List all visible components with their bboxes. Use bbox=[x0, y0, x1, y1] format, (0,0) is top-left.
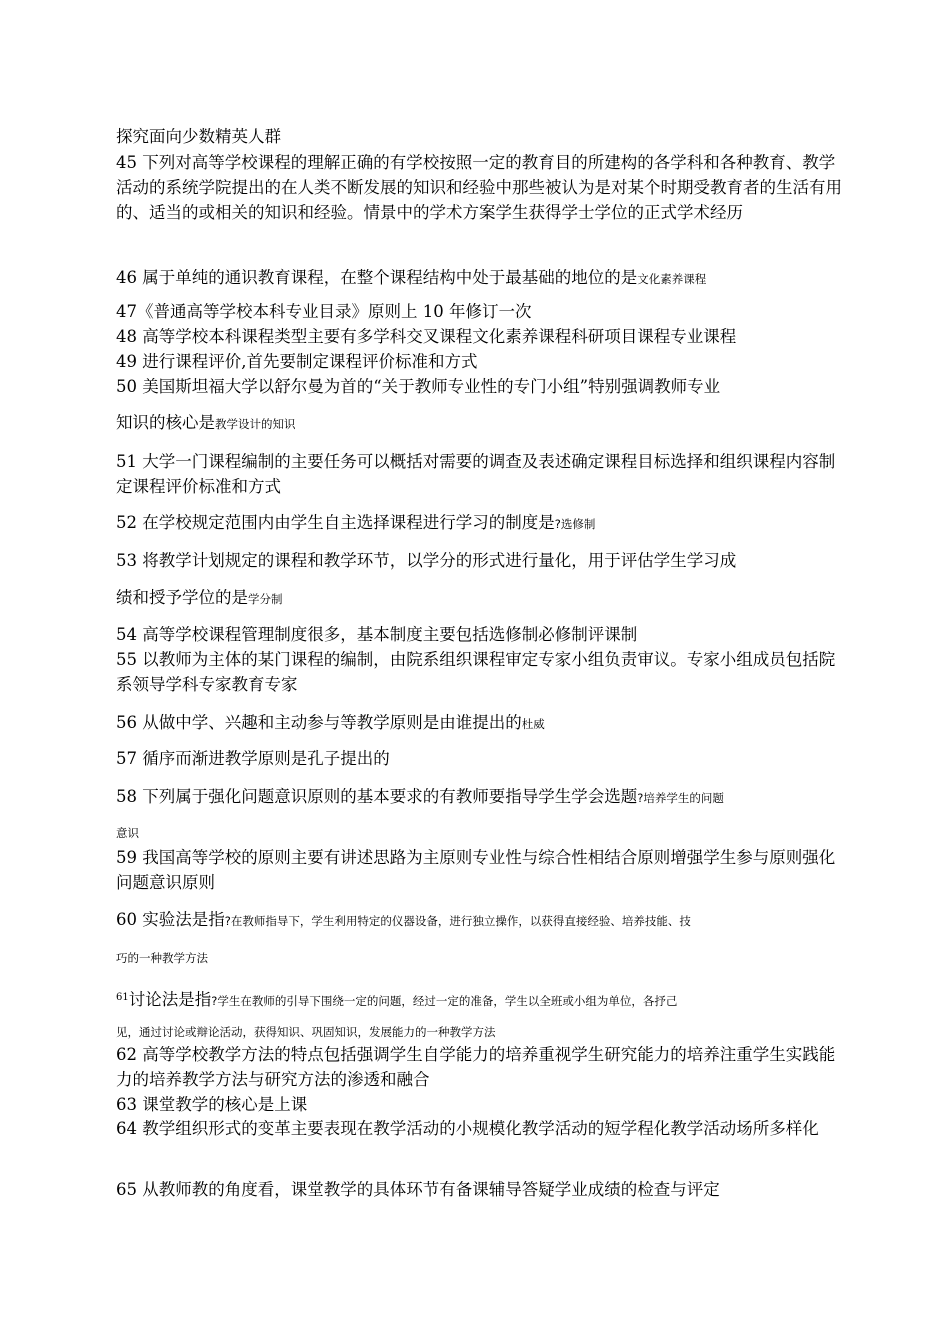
text: 59 我国高等学校的原则主要有讲述思路为主原则专业性与综合性相结合原则增强学生参与原则强化问题意识原则 bbox=[116, 848, 836, 892]
text: 绩和授予学位的是 bbox=[116, 588, 248, 607]
answer-text: ?学生在教师的引导下围绕一定的问题，经过一定的准备，学生以全班或小组为单位，各抒己 bbox=[211, 994, 678, 1008]
text: 56 从做中学、兴趣和主动参与等教学原则是由谁提出的 bbox=[116, 713, 522, 732]
text: 46 属于单纯的通识教育课程，在整个课程结构中处于最基础的地位的是 bbox=[116, 268, 638, 287]
text: 58 下列属于强化问题意识原则的基本要求的有教师要指导学生学会选题 bbox=[116, 787, 638, 806]
question-51 bbox=[116, 449, 846, 499]
text: 47《普通高等学校本科专业目录》原则上 10 年修订一次 bbox=[116, 302, 532, 321]
text: 54 高等学校课程管理制度很多，基本制度主要包括选修制必修制评课制 bbox=[116, 625, 638, 644]
answer-text: 学分制 bbox=[248, 592, 283, 606]
question-62 bbox=[116, 1042, 846, 1092]
text: 65 从教师教的角度看，课堂教学的具体环节有备课辅导答疑学业成绩的检查与评定 bbox=[116, 1180, 720, 1199]
text: 49 进行课程评价,首先要制定课程评价标准和方式 bbox=[116, 352, 478, 371]
text: 50 美国斯坦福大学以舒尔曼为首的“关于教师专业性的专门小组”特别强调教师专业 bbox=[116, 377, 721, 396]
question-50 bbox=[116, 374, 846, 399]
answer-text: ?在教师指导下，学生利用特定的仪器设备，进行独立操作，以获得直接经验、培养技能、技 bbox=[224, 914, 691, 928]
question-60 bbox=[116, 907, 846, 934]
answer-text: 见，通过讨论或辩论活动，获得知识、巩固知识，发展能力的一种教学方法 bbox=[116, 1025, 496, 1039]
question-52 bbox=[116, 510, 846, 537]
question-53-cont bbox=[116, 585, 846, 612]
question-63 bbox=[116, 1092, 846, 1117]
question-53 bbox=[116, 548, 846, 573]
text: 知识的核心是 bbox=[116, 413, 215, 432]
text: 52 在学校规定范围内由学生自主选择课程进行学习的制度是 bbox=[116, 513, 555, 532]
question-58 bbox=[116, 784, 846, 811]
text: 63 课堂教学的核心是上课 bbox=[116, 1095, 308, 1114]
question-48 bbox=[116, 324, 846, 349]
question-65 bbox=[116, 1177, 846, 1202]
text: 讨论法是指 bbox=[128, 990, 212, 1009]
question-47 bbox=[116, 299, 846, 324]
question-46 bbox=[116, 265, 846, 292]
text: 48 高等学校本科课程类型主要有多学科交叉课程文化素养课程科研项目课程专业课程 bbox=[116, 327, 737, 346]
text: 探究面向少数精英人群 bbox=[116, 127, 281, 146]
answer-text: 教学设计的知识 bbox=[215, 417, 296, 431]
text: 62 高等学校教学方法的特点包括强调学生自学能力的培养重视学生研究能力的培养注重学生实践能力的培养教学方法与研究方法的渗透和融合 bbox=[116, 1045, 836, 1089]
question-60-cont bbox=[116, 944, 846, 971]
question-number: 61 bbox=[116, 992, 129, 1003]
question-61-cont bbox=[116, 1018, 846, 1045]
question-61 bbox=[116, 985, 846, 1014]
question-56 bbox=[116, 710, 846, 737]
question-54 bbox=[116, 622, 846, 647]
answer-text: ?培养学生的问题 bbox=[637, 791, 724, 805]
answer-text: 意识 bbox=[116, 826, 139, 840]
text: 55 以教师为主体的某门课程的编制，由院系组织课程审定专家小组负责审议。专家小组成员包括院系领导学科专家教育专家 bbox=[116, 650, 836, 694]
text-line-intro bbox=[116, 124, 846, 149]
answer-text: 文化素养课程 bbox=[637, 272, 707, 286]
question-55 bbox=[116, 647, 846, 697]
text: 64 教学组织形式的变革主要表现在教学活动的小规模化教学活动的短学程化教学活动场所多样化 bbox=[116, 1119, 819, 1138]
question-57 bbox=[116, 746, 846, 771]
question-58-cont bbox=[116, 819, 846, 846]
text: 57 循序而渐进教学原则是孔子提出的 bbox=[116, 749, 390, 768]
question-59 bbox=[116, 845, 846, 895]
question-45 bbox=[116, 150, 846, 225]
question-64 bbox=[116, 1116, 846, 1141]
text: 51 大学一门课程编制的主要任务可以概括对需要的调查及表述确定课程目标选择和组织课程内容制定课程评价标准和方式 bbox=[116, 452, 836, 496]
question-49 bbox=[116, 349, 846, 374]
text: 53 将教学计划规定的课程和教学环节，以学分的形式进行量化，用于评估学生学习成 bbox=[116, 551, 737, 570]
question-50-cont bbox=[116, 410, 846, 437]
text: 60 实验法是指 bbox=[116, 910, 225, 929]
answer-text: 杜威 bbox=[521, 717, 545, 731]
answer-text: 巧的一种教学方法 bbox=[116, 951, 208, 965]
text: 45 下列对高等学校课程的理解正确的有学校按照一定的教育目的所建构的各学科和各种教育、教学活动的系统学院提出的在人类不断发展的知识和经验中那些被认为是对某个时期受教育者的生活有用的、适当的或相关的知识和经验。情景中的学术方案学生获得学士学位的正式学术经历 bbox=[116, 153, 842, 222]
answer-text: ?选修制 bbox=[554, 517, 596, 531]
